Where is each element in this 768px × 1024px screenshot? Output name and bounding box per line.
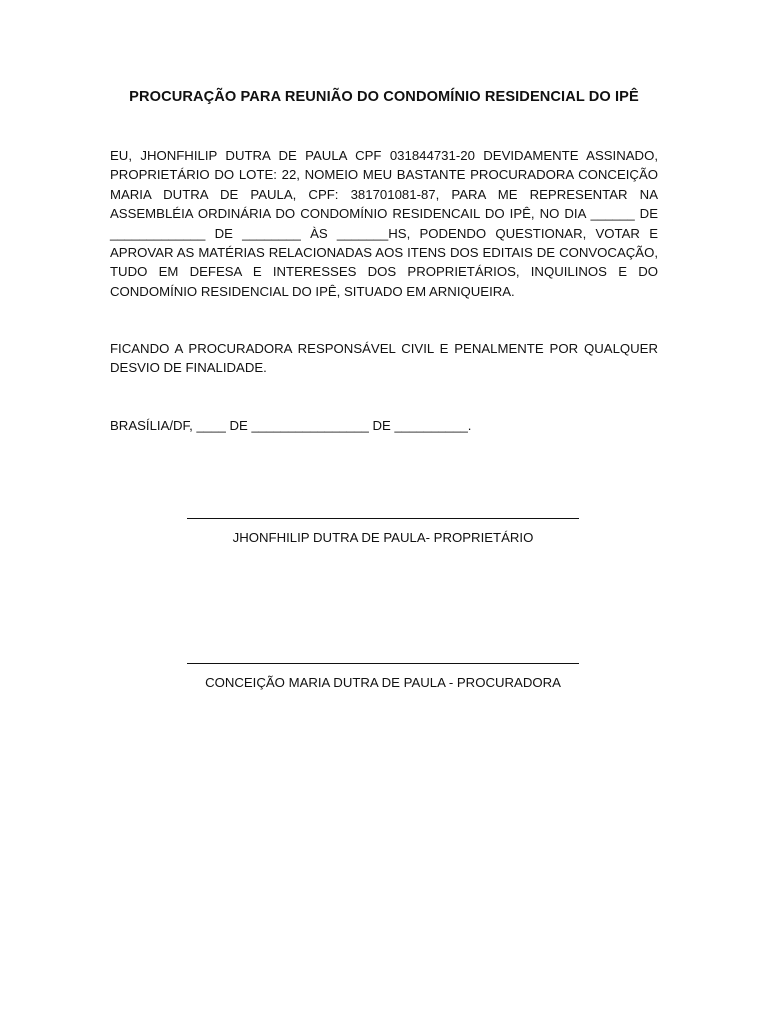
attorney-signature-name: CONCEIÇÃO MARIA DUTRA DE PAULA - PROCURADORA [205,675,561,690]
owner-signature-name: JHONFHILIP DUTRA DE PAULA- PROPRIETÁRIO [232,530,534,545]
date-line: BRASÍLIA/DF, ____ DE ________________ DE __________. [110,418,472,433]
signature-line [187,663,579,664]
responsibility-paragraph: FICANDO A PROCURADORA RESPONSÁVEL CIVIL E PENALMENTE POR QUALQUER DESVIO DE FINALIDADE. [110,341,658,376]
owner-signature-block [187,518,579,545]
proxy-statement-paragraph: EU, JHONFHILIP DUTRA DE PAULA CPF 031844731-20 DEVIDAMENTE ASSINADO, PROPRIETÁRIO DO LOTE: 22, NOMEIO MEU BASTANTE PROCURADORA CONCEIÇÃO MARIA DUTRA DE PAULA, CPF: 381701081-87, PARA ME REPRESENTAR NA ASSEMBLÉIA ORDINÁRIA DO CONDOMÍNIO RESIDENCAIL DO IPÊ, NO DIA ______ DE _____________ DE ________ ÀS _______HS, PODENDO QUESTIONAR, VOTAR E APROVAR AS MATÉRIAS RELACIONADAS AOS ITENS DOS EDITAIS DE CONVOCAÇÃO, TUDO EM DEFESA E INTERESSES DOS PROPRIETÁRIOS, INQUILINOS E DO CONDOMÍNIO RESIDENCIAL DO IPÊ, SITUADO EM ARNIQUEIRA. [110,148,658,299]
document-title: PROCURAÇÃO PARA REUNIÃO DO CONDOMÍNIO RESIDENCIAL DO IPÊ [129,89,639,105]
signature-line [187,518,579,519]
attorney-signature-block [187,663,579,690]
